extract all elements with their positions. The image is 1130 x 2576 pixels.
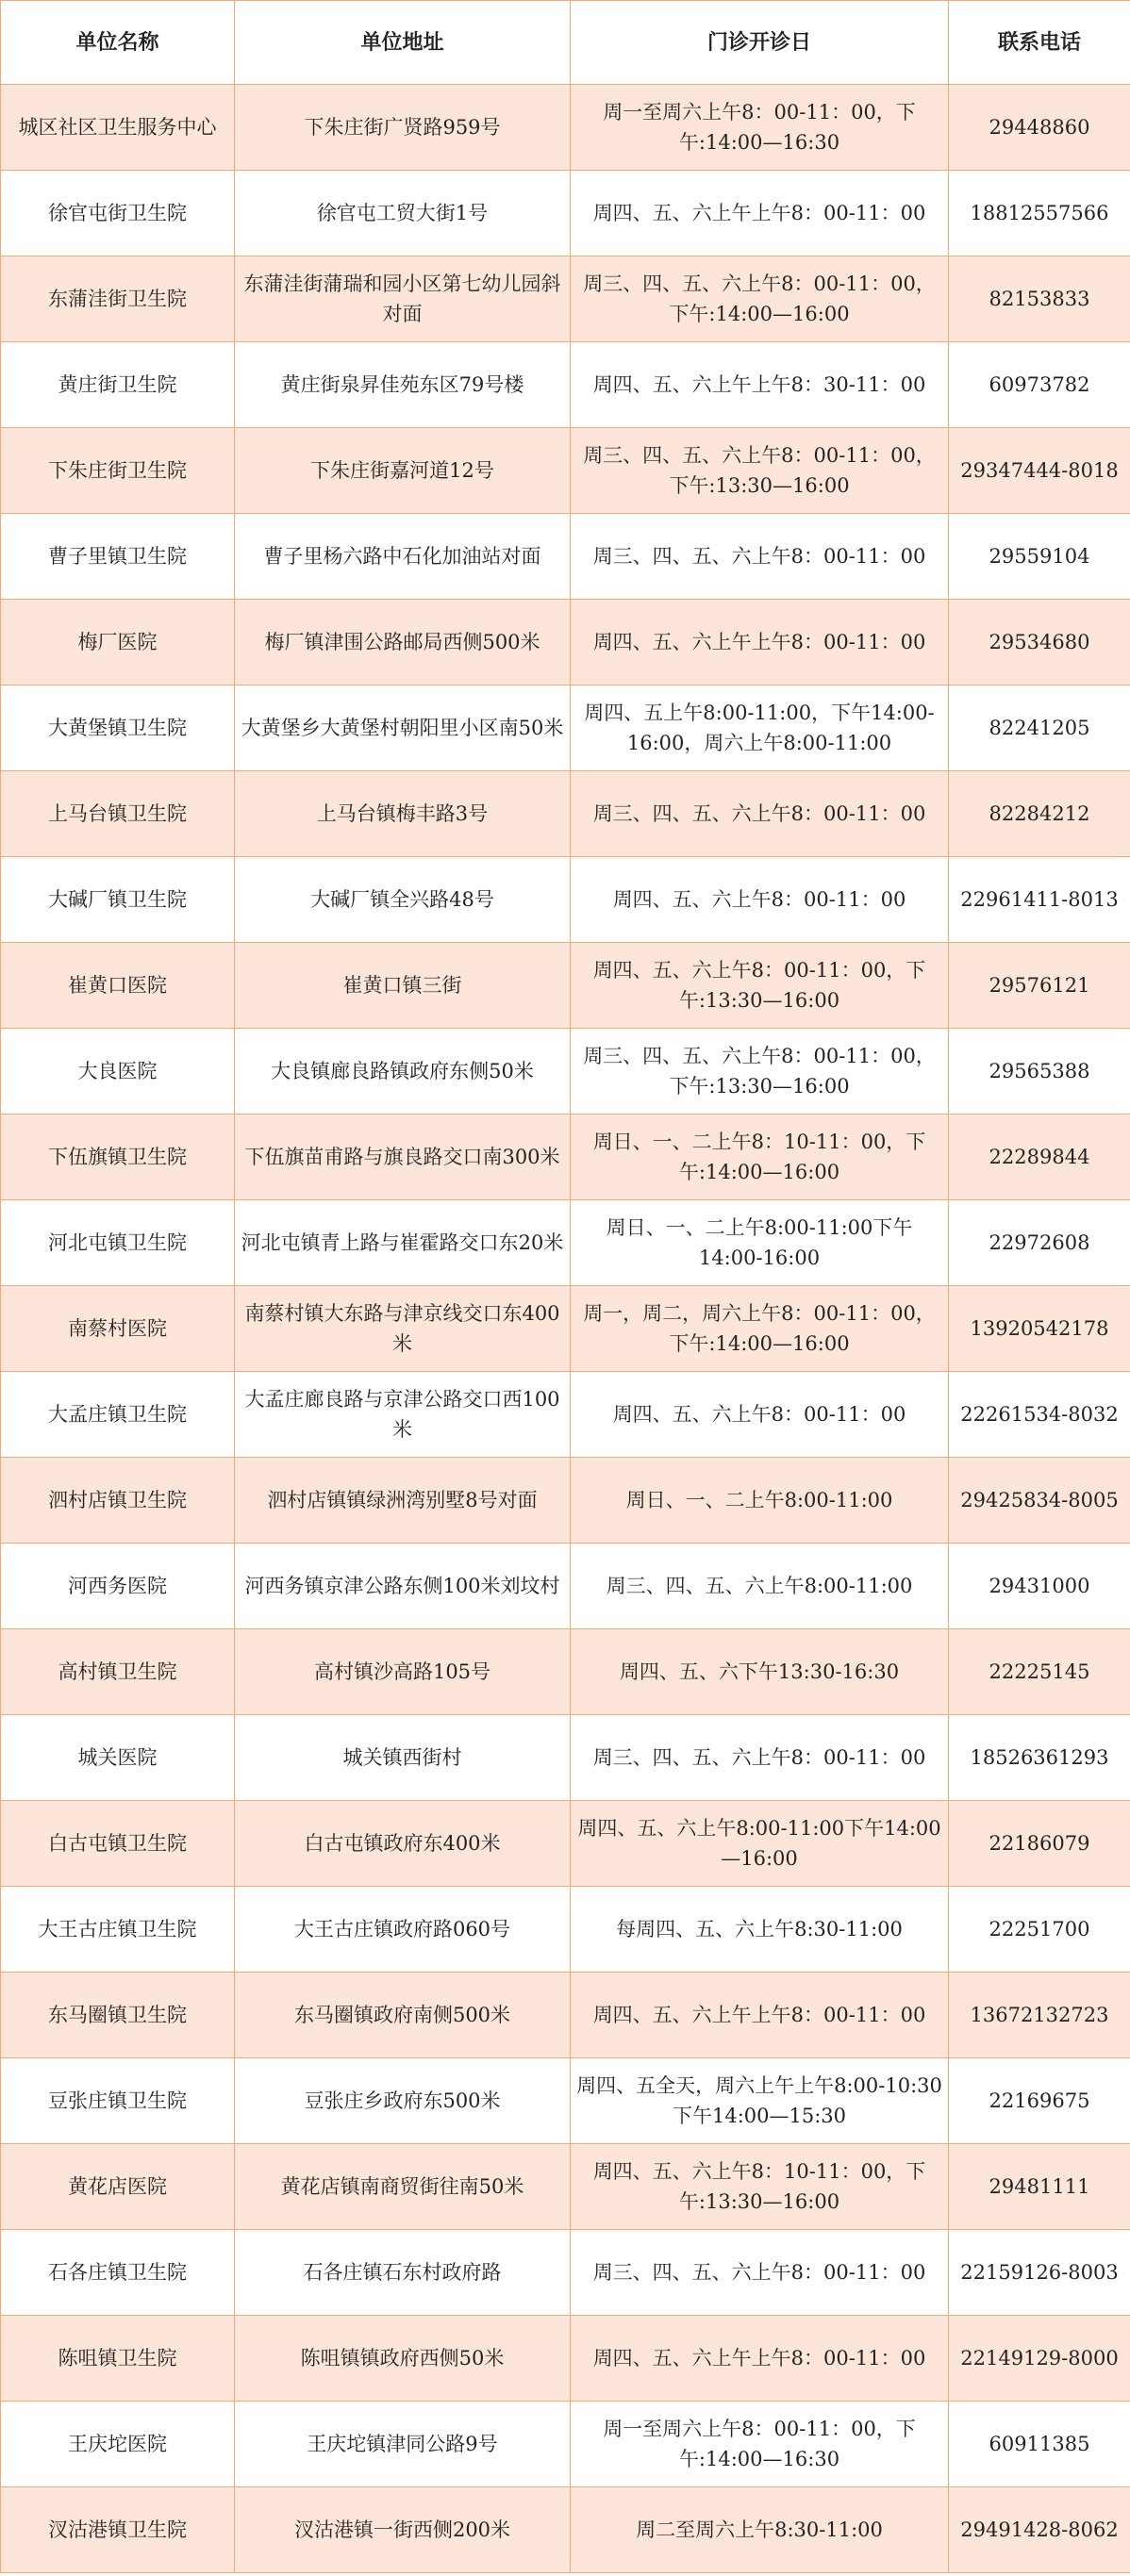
table-row — [1, 2402, 1130, 2487]
cell-name: 黄花店医院 — [1, 2144, 235, 2230]
cell-address: 石各庄镇石东村政府路 — [235, 2230, 571, 2316]
cell-name: 大黄堡镇卫生院 — [1, 685, 235, 771]
table-row — [1, 171, 1130, 256]
table-row — [1, 943, 1130, 1029]
cell-name: 徐官屯街卫生院 — [1, 171, 235, 256]
cell-address: 泗村店镇镇绿洲湾别墅8号对面 — [235, 1458, 571, 1544]
table-row — [1, 1372, 1130, 1458]
cell-address: 下伍旗苗甫路与旗良路交口南300米 — [235, 1115, 571, 1200]
cell-address: 东蒲洼街蒲瑞和园小区第七幼儿园斜对面 — [235, 256, 571, 342]
cell-phone: 22186079 — [949, 1801, 1130, 1887]
cell-name: 南蔡村医院 — [1, 1286, 235, 1372]
header-phone: 联系电话 — [949, 1, 1130, 85]
cell-address: 曹子里杨六路中石化加油站对面 — [235, 514, 571, 600]
cell-name: 大孟庄镇卫生院 — [1, 1372, 235, 1458]
cell-phone: 22972608 — [949, 1200, 1130, 1286]
cell-hours: 周一，周二，周六上午8：00-11：00，下午:14:00—16:00 — [571, 1286, 949, 1372]
cell-name: 下朱庄街卫生院 — [1, 428, 235, 514]
cell-phone: 29491428-8062 — [949, 2487, 1130, 2573]
cell-address: 梅厂镇津围公路邮局西侧500米 — [235, 600, 571, 685]
cell-hours: 每周四、五、六上午8:30-11:00 — [571, 1887, 949, 1973]
cell-phone: 22225145 — [949, 1629, 1130, 1715]
cell-hours: 周三、四、五、六上午8：00-11：00 — [571, 514, 949, 600]
cell-hours: 周四、五、六上午上午8：00-11：00 — [571, 171, 949, 256]
cell-phone: 22261534-8032 — [949, 1372, 1130, 1458]
cell-address: 下朱庄街广贤路959号 — [235, 85, 571, 171]
table-row — [1, 1115, 1130, 1200]
table-row — [1, 1458, 1130, 1544]
cell-name: 石各庄镇卫生院 — [1, 2230, 235, 2316]
cell-hours: 周日、一、二上午8:00-11:00下午14:00-16:00 — [571, 1200, 949, 1286]
cell-name: 崔黄口医院 — [1, 943, 235, 1029]
cell-phone: 13920542178 — [949, 1286, 1130, 1372]
cell-address: 大黄堡乡大黄堡村朝阳里小区南50米 — [235, 685, 571, 771]
cell-name: 高村镇卫生院 — [1, 1629, 235, 1715]
cell-hours: 周四、五、六上午上午8：00-11：00 — [571, 600, 949, 685]
cell-phone: 82153833 — [949, 256, 1130, 342]
cell-hours: 周四、五上午8:00-11:00，下午14:00-16:00，周六上午8:00-11:00 — [571, 685, 949, 771]
cell-hours: 周四、五、六上午8：00-11：00 — [571, 857, 949, 943]
cell-hours: 周二至周六上午8:30-11:00 — [571, 2487, 949, 2573]
table-row — [1, 428, 1130, 514]
cell-phone: 22289844 — [949, 1115, 1130, 1200]
cell-name: 王庆坨医院 — [1, 2402, 235, 2487]
cell-hours: 周三、四、五、六上午8:00-11:00 — [571, 1544, 949, 1629]
cell-phone: 29347444-8018 — [949, 428, 1130, 514]
header-name: 单位名称 — [1, 1, 235, 85]
cell-hours: 周三、四、五、六上午8：00-11：00，下午:14:00—16:00 — [571, 256, 949, 342]
cell-phone: 29559104 — [949, 514, 1130, 600]
cell-address: 崔黄口镇三街 — [235, 943, 571, 1029]
table-row — [1, 1200, 1130, 1286]
table-row — [1, 1029, 1130, 1115]
cell-phone: 29565388 — [949, 1029, 1130, 1115]
cell-name: 上马台镇卫生院 — [1, 771, 235, 857]
header-row — [1, 1, 1130, 85]
cell-hours: 周日、一、二上午8:00-11:00 — [571, 1458, 949, 1544]
table-row — [1, 1544, 1130, 1629]
cell-hours: 周四、五、六上午上午8：30-11：00 — [571, 342, 949, 428]
cell-name: 下伍旗镇卫生院 — [1, 1115, 235, 1200]
cell-name: 河西务医院 — [1, 1544, 235, 1629]
cell-phone: 29534680 — [949, 600, 1130, 685]
cell-phone: 22159126-8003 — [949, 2230, 1130, 2316]
table-row — [1, 2316, 1130, 2402]
cell-name: 曹子里镇卫生院 — [1, 514, 235, 600]
cell-hours: 周三、四、五、六上午8：00-11：00，下午:13:30—16:00 — [571, 428, 949, 514]
table-row — [1, 2230, 1130, 2316]
table-row — [1, 2144, 1130, 2230]
cell-phone: 22169675 — [949, 2058, 1130, 2144]
cell-name: 泗村店镇卫生院 — [1, 1458, 235, 1544]
cell-name: 汊沽港镇卫生院 — [1, 2487, 235, 2573]
cell-hours: 周三、四、五、六上午8：00-11：00 — [571, 1715, 949, 1801]
cell-address: 黄花店镇南商贸街往南50米 — [235, 2144, 571, 2230]
cell-phone: 82241205 — [949, 685, 1130, 771]
table-row — [1, 1887, 1130, 1973]
cell-hours: 周三、四、五、六上午8：00-11：00，下午:13:30—16:00 — [571, 1029, 949, 1115]
table-row — [1, 256, 1130, 342]
cell-phone: 13672132723 — [949, 1973, 1130, 2058]
cell-hours: 周三、四、五、六上午8：00-11：00 — [571, 771, 949, 857]
cell-hours: 周四、五、六上午8：10-11：00，下午:13:30—16:00 — [571, 2144, 949, 2230]
cell-hours: 周四、五、六上午8：00-11：00，下午:13:30—16:00 — [571, 943, 949, 1029]
cell-address: 黄庄街泉昇佳苑东区79号楼 — [235, 342, 571, 428]
cell-phone: 22251700 — [949, 1887, 1130, 1973]
cell-hours: 周三、四、五、六上午8：00-11：00 — [571, 2230, 949, 2316]
cell-hours: 周四、五、六上午上午8：00-11：00 — [571, 1973, 949, 2058]
cell-address: 大碱厂镇全兴路48号 — [235, 857, 571, 943]
cell-name: 东蒲洼街卫生院 — [1, 256, 235, 342]
cell-name: 大碱厂镇卫生院 — [1, 857, 235, 943]
cell-phone: 18812557566 — [949, 171, 1130, 256]
cell-phone: 82284212 — [949, 771, 1130, 857]
cell-name: 陈咀镇卫生院 — [1, 2316, 235, 2402]
cell-name: 白古屯镇卫生院 — [1, 1801, 235, 1887]
cell-address: 东马圈镇政府南侧500米 — [235, 1973, 571, 2058]
cell-phone: 60973782 — [949, 342, 1130, 428]
cell-hours: 周日、一、二上午8：10-11：00，下午:14:00—16:00 — [571, 1115, 949, 1200]
cell-address: 南蔡村镇大东路与津京线交口东400米 — [235, 1286, 571, 1372]
table-row — [1, 1286, 1130, 1372]
cell-address: 徐官屯工贸大街1号 — [235, 171, 571, 256]
cell-name: 城区社区卫生服务中心 — [1, 85, 235, 171]
table-row — [1, 2487, 1130, 2573]
cell-address: 陈咀镇镇政府西侧50米 — [235, 2316, 571, 2402]
cell-address: 王庆坨镇津同公路9号 — [235, 2402, 571, 2487]
table-row — [1, 1973, 1130, 2058]
cell-phone: 22149129-8000 — [949, 2316, 1130, 2402]
cell-address: 高村镇沙高路105号 — [235, 1629, 571, 1715]
table-row — [1, 600, 1130, 685]
cell-hours: 周四、五、六上午8:00-11:00下午14:00—16:00 — [571, 1801, 949, 1887]
cell-address: 大孟庄廊良路与京津公路交口西100米 — [235, 1372, 571, 1458]
cell-address: 下朱庄街嘉河道12号 — [235, 428, 571, 514]
table-row — [1, 342, 1130, 428]
cell-phone: 22961411-8013 — [949, 857, 1130, 943]
cell-hours: 周一至周六上午8：00-11：00，下午:14:00—16:30 — [571, 85, 949, 171]
table-row — [1, 857, 1130, 943]
cell-name: 河北屯镇卫生院 — [1, 1200, 235, 1286]
cell-name: 黄庄街卫生院 — [1, 342, 235, 428]
cell-address: 上马台镇梅丰路3号 — [235, 771, 571, 857]
cell-phone: 29576121 — [949, 943, 1130, 1029]
table-row — [1, 771, 1130, 857]
cell-address: 汊沽港镇一街西侧200米 — [235, 2487, 571, 2573]
cell-hours: 周四、五、六上午上午8：00-11：00 — [571, 2316, 949, 2402]
cell-phone: 18526361293 — [949, 1715, 1130, 1801]
cell-name: 豆张庄镇卫生院 — [1, 2058, 235, 2144]
cell-phone: 29448860 — [949, 85, 1130, 171]
cell-address: 河北屯镇青上路与崔霍路交口东20米 — [235, 1200, 571, 1286]
cell-address: 大良镇廊良路镇政府东侧50米 — [235, 1029, 571, 1115]
cell-name: 梅厂医院 — [1, 600, 235, 685]
table-row — [1, 2058, 1130, 2144]
table-row — [1, 1715, 1130, 1801]
cell-name: 大良医院 — [1, 1029, 235, 1115]
cell-address: 河西务镇京津公路东侧100米刘坟村 — [235, 1544, 571, 1629]
cell-address: 豆张庄乡政府东500米 — [235, 2058, 571, 2144]
cell-name: 城关医院 — [1, 1715, 235, 1801]
cell-hours: 周四、五、六下午13:30-16:30 — [571, 1629, 949, 1715]
cell-hours: 周四、五全天，周六上午上午8:00-10:30下午14:00—15:30 — [571, 2058, 949, 2144]
header-address: 单位地址 — [235, 1, 571, 85]
table-row — [1, 85, 1130, 171]
cell-hours: 周一至周六上午8：00-11：00，下午:14:00—16:30 — [571, 2402, 949, 2487]
cell-address: 大王古庄镇政府路060号 — [235, 1887, 571, 1973]
cell-address: 白古屯镇政府东400米 — [235, 1801, 571, 1887]
table-row — [1, 1629, 1130, 1715]
cell-name: 东马圈镇卫生院 — [1, 1973, 235, 2058]
cell-hours: 周四、五、六上午8：00-11：00 — [571, 1372, 949, 1458]
table-row — [1, 1801, 1130, 1887]
cell-phone: 29431000 — [949, 1544, 1130, 1629]
cell-phone: 29481111 — [949, 2144, 1130, 2230]
cell-phone: 29425834-8005 — [949, 1458, 1130, 1544]
cell-address: 城关镇西街村 — [235, 1715, 571, 1801]
cell-name: 大王古庄镇卫生院 — [1, 1887, 235, 1973]
header-hours: 门诊开诊日 — [571, 1, 949, 85]
table-row — [1, 514, 1130, 600]
cell-phone: 60911385 — [949, 2402, 1130, 2487]
table-row — [1, 685, 1130, 771]
